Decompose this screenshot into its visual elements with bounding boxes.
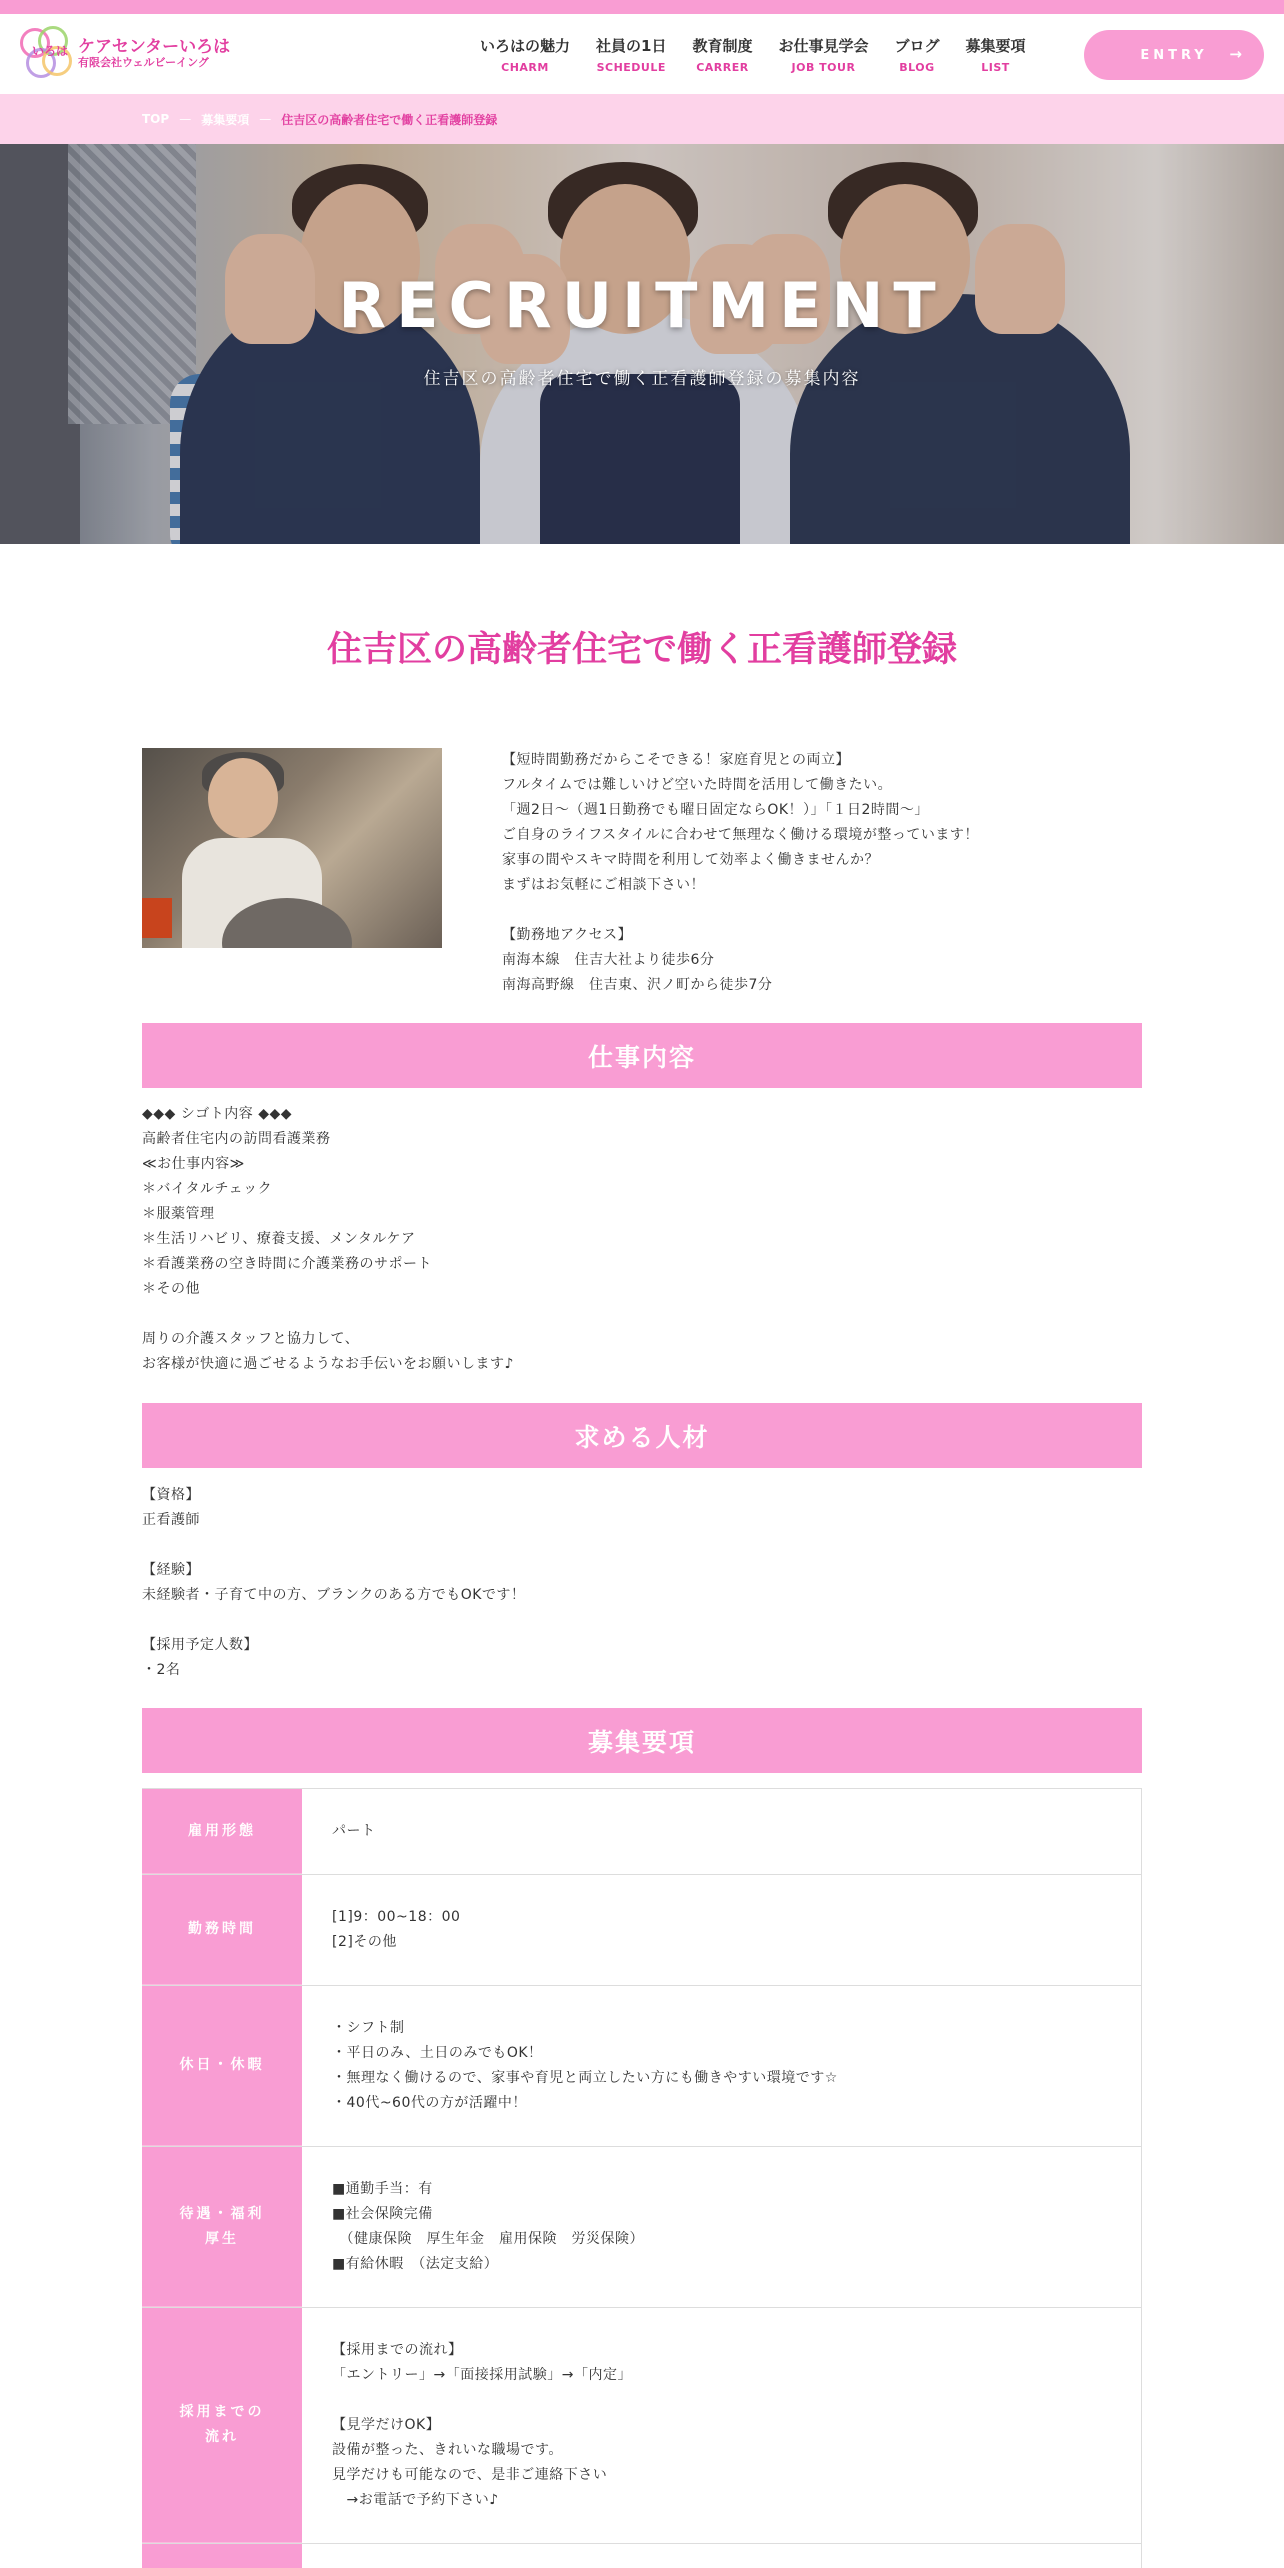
breadcrumb-recruit-link[interactable]: 募集要項 xyxy=(201,112,250,127)
nav-sublabel: LIST xyxy=(981,60,1010,74)
table-row-label: 待遇・福利 厚生 xyxy=(142,2147,302,2307)
table-row xyxy=(142,2308,1142,2544)
nav-sublabel: SCHEDULE xyxy=(596,60,666,74)
requirements-table xyxy=(142,1788,1142,2568)
top-accent-bar xyxy=(0,0,1284,14)
hero-subtitle: 住吉区の高齢者住宅で働く正看護師登録の募集内容 xyxy=(423,369,861,389)
breadcrumb-current: 住吉区の高齢者住宅で働く正看護師登録 xyxy=(281,112,498,127)
nav-sublabel: CARRER xyxy=(696,60,749,74)
intro-photo xyxy=(142,748,442,948)
table-row-label xyxy=(142,2544,302,2568)
table-row-value xyxy=(302,2544,1141,2568)
table-row-label: 勤務時間 xyxy=(142,1875,302,1985)
logo-title: ケアセンターいろは xyxy=(78,36,231,57)
table-row xyxy=(142,1875,1142,1986)
section-header-talent: 求める人材 xyxy=(142,1403,1142,1468)
hero-banner xyxy=(0,144,1284,544)
nav-item-job-tour[interactable] xyxy=(778,35,868,74)
table-row-value: パート xyxy=(332,1823,376,1839)
nav-label: いろはの魅力 xyxy=(480,36,571,55)
arrow-right-icon: → xyxy=(1229,45,1242,63)
nav-item-list[interactable] xyxy=(966,35,1026,74)
table-row xyxy=(142,1789,1142,1875)
breadcrumb-separator: — xyxy=(259,112,272,126)
intro-text: 【短時間勤務だからこそできる！家庭育児との両立】 フルタイムでは難しいけど空いた時間を活用して働きたい。 「週2日～（週1日勤務でも曜日固定ならOK！）」「１日2時間～」 ご自身のライフスタイルに合わせて無理なく働ける環境が整っています！ 家事の間やスキマ時間を利用して効率よく働きませんか？ まずはお気軽にご相談下さい！ 【勤務地アクセス】 南海本線 住吉大社より徒歩6分 南海高野線 住吉東、沢ノ町から徒歩7分 xyxy=(502,752,979,993)
table-row-value: [1]9：00~18：00 [2]その他 xyxy=(332,1909,461,1950)
logo-company: 有限会社ウェルビーイング xyxy=(78,56,209,70)
nav-label: 教育制度 xyxy=(692,36,753,55)
breadcrumb-separator: — xyxy=(179,112,192,126)
nav-sublabel: BLOG xyxy=(899,60,935,74)
hero-title: RECRUITMENT xyxy=(338,269,946,342)
nav-item-blog[interactable] xyxy=(894,35,939,74)
table-row xyxy=(142,1986,1142,2147)
table-row-label: 雇用形態 xyxy=(142,1789,302,1874)
table-row-value: ・シフト制 ・平日のみ、土日のみでもOK！ ・無理なく働けるので、家事や育児と両立したい方にも働きやすい環境です☆ ・40代~60代の方が活躍中！ xyxy=(332,2020,838,2111)
nav-label: お仕事見学会 xyxy=(778,36,869,55)
entry-button[interactable] xyxy=(1084,30,1264,80)
section-body-job: ◆◆◆ シゴト内容 ◆◆◆ 高齢者住宅内の訪問看護業務 ≪お仕事内容≫ ＊バイタルチェック ＊服薬管理 ＊生活リハビリ、療養支援、メンタルケア ＊看護業務の空き時間に介護業務のサポート ＊その他 周りの介護スタッフと協力して、 お客様が快適に過ごせるようなお手伝いをお願いします♪ xyxy=(142,1106,514,1372)
page-title: 住吉区の高齢者住宅で働く正看護師登録 xyxy=(326,630,957,670)
nav-label: 社員の1日 xyxy=(596,36,667,55)
breadcrumb-top-link[interactable]: TOP xyxy=(142,112,170,126)
section-body-talent: 【資格】 正看護師 【経験】 未経験者・子育て中の方、ブランクのある方でもOKです！ 【採用予定人数】 ・2名 xyxy=(142,1487,526,1678)
table-row-label: 休日・休暇 xyxy=(142,1986,302,2146)
breadcrumb xyxy=(0,94,1284,144)
table-row xyxy=(142,2544,1142,2568)
nav-sublabel: JOB TOUR xyxy=(791,60,856,74)
nav-label: ブログ xyxy=(894,36,940,55)
nav-sublabel: CHARM xyxy=(501,60,549,74)
main-nav xyxy=(480,14,1052,94)
table-row-value: ■通勤手当：有 ■社会保険完備 （健康保険 厚生年金 雇用保険 労災保険） ■有給休暇 （法定支給） xyxy=(332,2181,644,2272)
section-header-requirements: 募集要項 xyxy=(142,1708,1142,1773)
nav-item-carrer[interactable] xyxy=(692,35,752,74)
table-row-value: 【採用までの流れ】 「エントリー」→「面接採用試験」→「内定」 【見学だけOK】 設備が整った、きれいな職場です。 見学だけも可能なので、是非ご連絡下さい →お電話で予約下さい♪ xyxy=(332,2342,632,2508)
entry-label: ENTRY xyxy=(1140,47,1208,63)
nav-item-schedule[interactable] xyxy=(596,35,666,74)
nav-item-charm[interactable] xyxy=(480,35,570,74)
logo-mark-icon: いろは xyxy=(20,26,72,82)
site-header xyxy=(0,14,1284,94)
section-header-job: 仕事内容 xyxy=(142,1023,1142,1088)
site-logo[interactable] xyxy=(20,26,230,82)
table-row-label: 採用までの 流れ xyxy=(142,2308,302,2543)
table-row xyxy=(142,2147,1142,2308)
nav-label: 募集要項 xyxy=(965,36,1026,55)
